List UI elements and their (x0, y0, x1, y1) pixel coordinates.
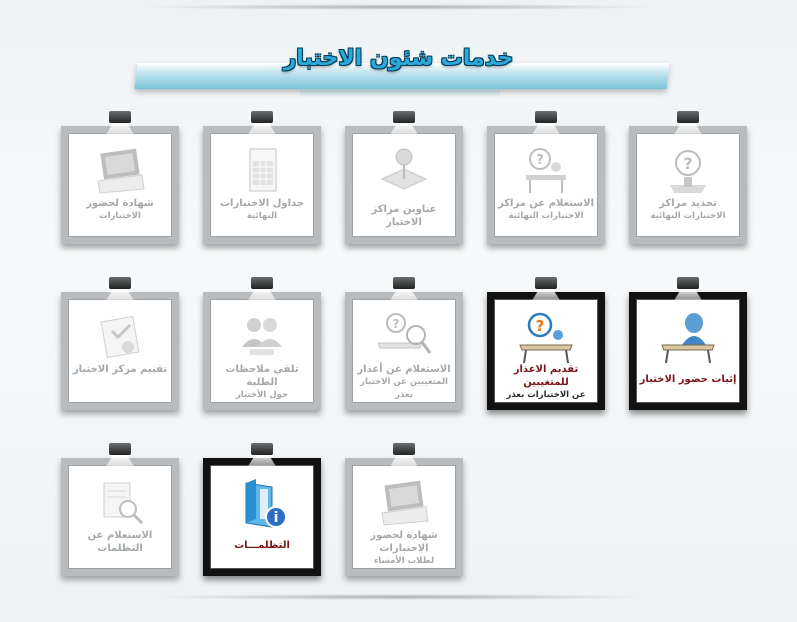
question-desk-icon (494, 311, 598, 363)
lamp-icon (109, 443, 131, 455)
tile-subtitle: النهائية (246, 211, 278, 221)
lamp-icon (535, 111, 557, 123)
student-desk-icon (636, 311, 740, 363)
certificate-icon (68, 145, 172, 197)
tile-subtitle: لطلاب الأمساء (373, 556, 435, 566)
tile-inquire-centers[interactable] (487, 126, 605, 244)
tile-prove-attendance[interactable] (629, 292, 747, 410)
tile-title: تقديم الاعذار للمتغيبين (513, 364, 579, 388)
document-search-icon (68, 477, 172, 529)
tile-subtitle: الاختبارات النهائية (650, 211, 726, 221)
tile-title: تحديد مراكز (659, 198, 717, 209)
tile-title: الاستعلام عن التظلمات (87, 530, 153, 554)
tile-centers-addresses[interactable] (345, 126, 463, 244)
svg-text:i: i (273, 510, 279, 526)
folder-info-icon (210, 477, 314, 529)
page-title: خدمات شئون الاختبار (283, 46, 514, 71)
svg-text:?: ? (392, 317, 400, 331)
lamp-icon (251, 111, 273, 123)
lamp-icon (251, 277, 273, 289)
tile-grievances[interactable] (203, 458, 321, 576)
tile-subtitle: حول الأختبار (235, 390, 289, 400)
tile-inquire-grievances[interactable] (61, 458, 179, 576)
certificate-icon (352, 477, 456, 529)
tile-attendance-certificate[interactable] (61, 126, 179, 244)
tile-student-feedback[interactable] (203, 292, 321, 410)
question-desk-icon (494, 145, 598, 197)
top-divider (140, 4, 660, 10)
title-reflection (300, 90, 500, 98)
people-icon (210, 311, 314, 363)
tile-title: تقييم مركز الاختبار (72, 364, 168, 375)
tile-determine-centers[interactable] (629, 126, 747, 244)
tile-title: عناوين مراكز الاختبار (371, 204, 437, 228)
tile-evening-certificate[interactable] (345, 458, 463, 576)
lamp-icon (251, 443, 273, 455)
tile-title: شهادة لحضور الاختبارات (370, 530, 438, 554)
spreadsheet-icon (210, 145, 314, 197)
tile-title: الاستعلام عن مراكز (497, 198, 595, 209)
lamp-icon (535, 277, 557, 289)
tile-title: إثبات حضور الاختبار (639, 374, 737, 385)
tile-subtitle: الاختبارات النهائية (508, 211, 584, 221)
evaluation-icon (68, 311, 172, 363)
lamp-icon (393, 443, 415, 455)
lamp-icon (393, 111, 415, 123)
lamp-icon (109, 277, 131, 289)
tile-subtitle: المتغيبين عن الاختبار بعذر (360, 377, 448, 400)
svg-text:?: ? (535, 317, 545, 335)
lamp-icon (393, 277, 415, 289)
tile-title: التظلمـــات (234, 540, 290, 551)
lamp-icon (677, 111, 699, 123)
question-board-icon (636, 145, 740, 197)
svg-text:?: ? (536, 153, 544, 168)
bottom-divider (150, 594, 650, 600)
lamp-icon (677, 277, 699, 289)
tile-title: تلقي ملاحظات الطلبة (225, 364, 299, 388)
svg-text:?: ? (683, 154, 693, 173)
tile-title: الاستعلام عن أعذار (357, 364, 451, 375)
magnifier-desk-icon (352, 311, 456, 363)
tile-submit-excuses[interactable] (487, 292, 605, 410)
tile-title: شهادة لحضور (86, 198, 154, 209)
location-pin-icon (352, 145, 456, 197)
tile-title: جداول الاختبارات (219, 198, 305, 209)
lamp-icon (109, 111, 131, 123)
tile-subtitle: عن الاختبارات بعذر (506, 390, 586, 400)
tile-exam-schedules[interactable] (203, 126, 321, 244)
tile-subtitle: الاختبارات (99, 211, 141, 221)
tile-evaluate-center[interactable] (61, 292, 179, 410)
tile-inquire-excuses[interactable] (345, 292, 463, 410)
